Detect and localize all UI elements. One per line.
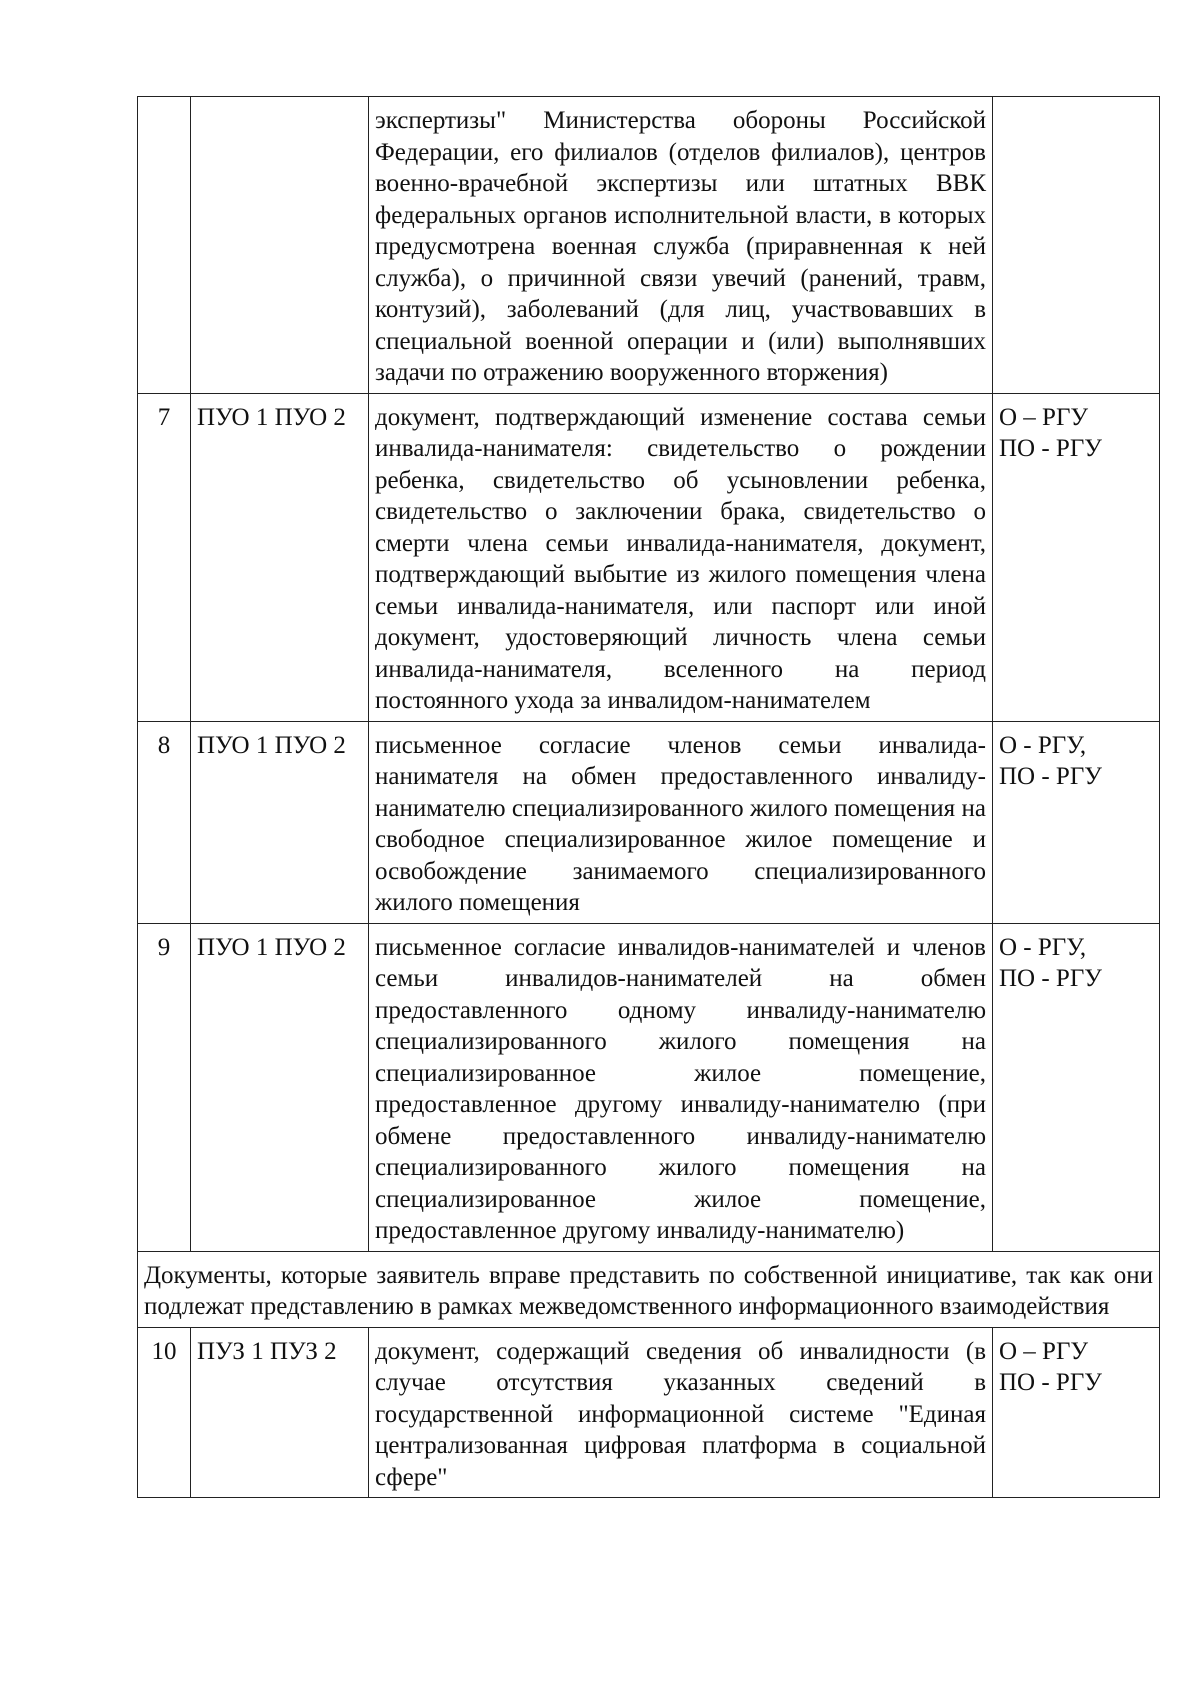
section-heading-row	[138, 1251, 1160, 1327]
row-organization-line: ПО - РГУ	[999, 1369, 1102, 1396]
documents-table	[137, 96, 1160, 1498]
document-page	[137, 96, 1159, 1498]
table-row	[138, 1327, 1160, 1498]
row-organization-line: О - РГУ,	[999, 933, 1087, 961]
row-organization-line: О – РГУ	[999, 403, 1089, 431]
row-code: ПУО 1 ПУО 2	[191, 393, 369, 721]
row-number: 10	[138, 1327, 191, 1498]
row-organization	[993, 97, 1160, 394]
row-description: экспертизы" Министерства обороны Российской Федерации, его филиалов (отделов филиалов), центров военно-врачебной экспертизы или штатных ВВК федеральных органов исполнительной власти, в которых предусмотрена военная служба (приравненная к ней служба), о причинной связи увечий (ранений, травм, контузий), заболеваний (для лиц, участвовавших в специальной военной операции и (или) выполнявших задачи по отражению вооруженного вторжения)	[369, 97, 993, 394]
row-organization-line: ПО - РГУ	[999, 435, 1102, 462]
row-code	[191, 97, 369, 394]
row-description: письменное согласие инвалидов-нанимателей и членов семьи инвалидов-нанимателей на обмен предоставленного одному инвалиду-нанимателю специализированного жилого помещения на специализированное жилое помещение, предоставленное другому инвалиду-нанимателю (при обмене предоставленного инвалиду-нанимателю специализированного жилого помещения на специализированное жилое помещение, предоставленное другому инвалиду-нанимателю)	[369, 923, 993, 1251]
row-organization-line: ПО - РГУ	[999, 965, 1102, 992]
row-organization	[993, 923, 1160, 1251]
row-organization	[993, 393, 1160, 721]
row-code: ПУО 1 ПУО 2	[191, 923, 369, 1251]
table-row	[138, 97, 1160, 394]
row-number	[138, 97, 191, 394]
row-organization	[993, 721, 1160, 923]
section-heading: Документы, которые заявитель вправе представить по собственной инициативе, так как они подлежат представлению в рамках межведомственного информационного взаимодействия	[138, 1251, 1160, 1327]
row-organization-line: О – РГУ	[999, 1337, 1089, 1365]
row-organization	[993, 1327, 1160, 1498]
row-code: ПУО 1 ПУО 2	[191, 721, 369, 923]
row-organization-line: ПО - РГУ	[999, 763, 1102, 790]
table-row	[138, 721, 1160, 923]
row-description: документ, содержащий сведения об инвалидности (в случае отсутствия указанных сведений в государственной информационной системе "Единая централизованная цифровая платформа в социальной сфере"	[369, 1327, 993, 1498]
row-description: письменное согласие членов семьи инвалида-нанимателя на обмен предоставленного инвалиду-нанимателю специализированного жилого помещения на свободное специализированное жилое помещение и освобождение занимаемого специализированного жилого помещения	[369, 721, 993, 923]
row-organization-line: О - РГУ,	[999, 731, 1087, 759]
row-code: ПУЗ 1 ПУЗ 2	[191, 1327, 369, 1498]
table-row	[138, 393, 1160, 721]
row-number: 9	[138, 923, 191, 1251]
row-number: 8	[138, 721, 191, 923]
table-row	[138, 923, 1160, 1251]
row-number: 7	[138, 393, 191, 721]
row-description: документ, подтверждающий изменение состава семьи инвалида-нанимателя: свидетельство о рождении ребенка, свидетельство об усыновлении ребенка, свидетельство о заключении брака, свидетельство о смерти члена семьи инвалида-нанимателя, документ, подтверждающий выбытие из жилого помещения члена семьи инвалида-нанимателя, или паспорт или иной документ, удостоверяющий личность члена семьи инвалида-нанимателя, вселенного на период постоянного ухода за инвалидом-нанимателем	[369, 393, 993, 721]
